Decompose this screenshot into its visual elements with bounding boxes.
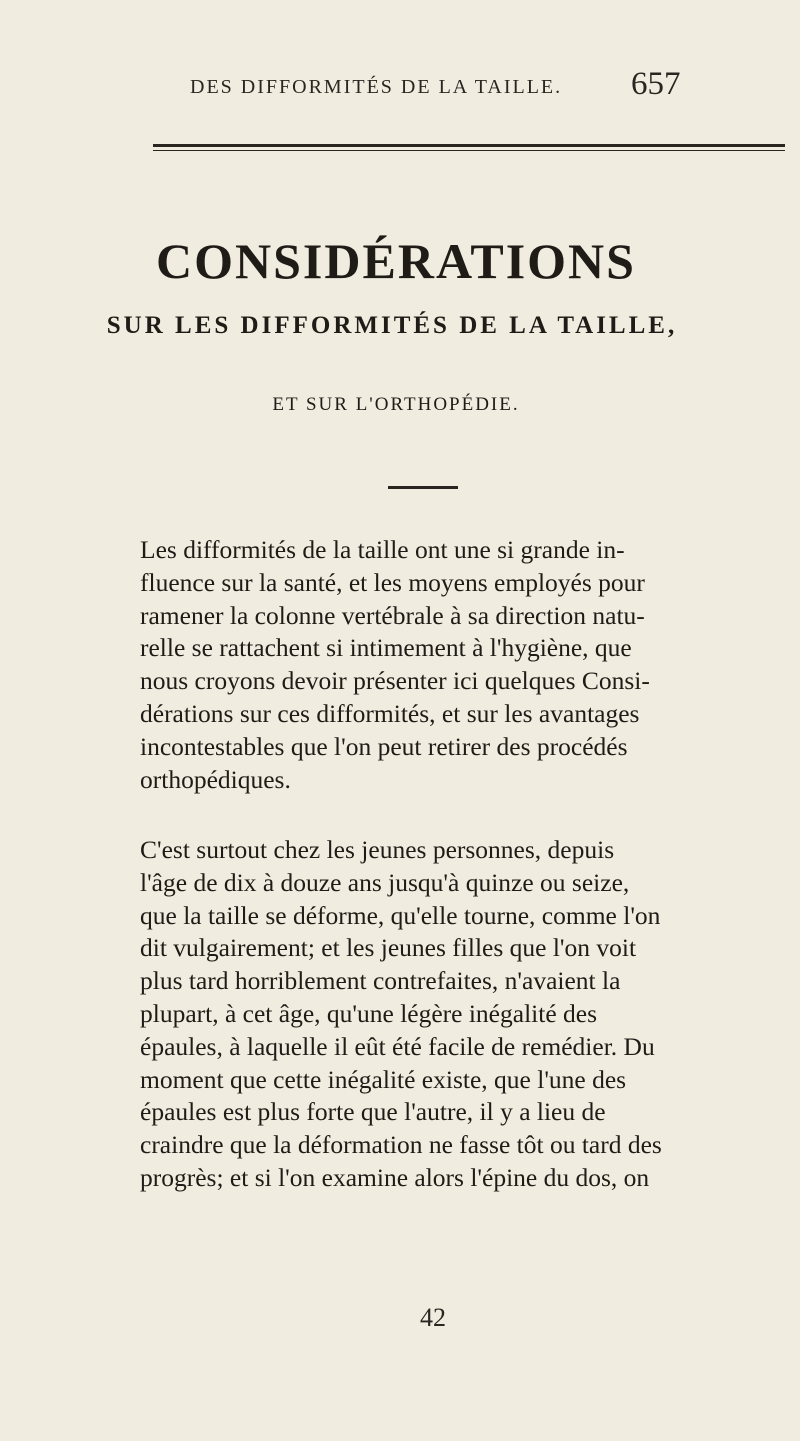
header-rule-thin xyxy=(153,150,785,151)
title-separator-rule xyxy=(388,486,458,489)
text-line: Les difformités de la taille ont une si grande in- xyxy=(140,535,625,564)
paragraph-1 xyxy=(140,534,800,796)
chapter-title: CONSIDÉRATIONS xyxy=(156,233,636,289)
text-line: plus tard horriblement contrefaites, n'avaient la xyxy=(140,966,621,996)
text-line: plupart, à cet âge, qu'une légère inégalité des xyxy=(140,998,598,1028)
chapter-subtitle: SUR LES DIFFORMITÉS DE LA TAILLE, xyxy=(106,312,678,339)
text-line: relle se rattachent si intimement à l'hygiène, que xyxy=(140,633,632,663)
text-line: nous croyons devoir présenter ici quelques Consi- xyxy=(140,666,650,696)
header-rule xyxy=(153,144,785,147)
chapter-subtitle-secondary: ET SUR L'ORTHOPÉDIE. xyxy=(272,394,520,415)
text-line: dit vulgairement; et les jeunes filles que l'on voit xyxy=(140,933,637,963)
text-line: épaules est plus forte que l'autre, il y a lieu de xyxy=(140,1097,606,1127)
text-line: C'est surtout chez les jeunes personnes, depuis xyxy=(140,835,615,864)
text-line: incontestables que l'on peut retirer des procédés xyxy=(140,731,628,761)
text-line: épaules, à laquelle il eût été facile de remédier. Du xyxy=(140,1031,655,1061)
text-line: fluence sur la santé, et les moyens employés pour xyxy=(140,567,645,597)
signature-mark: 42 xyxy=(420,1303,446,1332)
text-line: moment que cette inégalité existe, que l'une des xyxy=(140,1064,627,1094)
text-line: que la taille se déforme, qu'elle tourne, comme l'on xyxy=(140,900,661,930)
text-line: dérations sur ces difformités, et sur les avantages xyxy=(140,698,640,728)
running-header: DES DIFFORMITÉS DE LA TAILLE. xyxy=(190,76,563,98)
paragraph-2 xyxy=(140,834,800,1195)
text-line: l'âge de dix à douze ans jusqu'à quinze ou seize, xyxy=(140,867,630,897)
text-line: craindre que la déformation ne fasse tôt ou tard des xyxy=(140,1130,662,1160)
text-line: orthopédiques. xyxy=(140,764,291,794)
text-line: progrès; et si l'on examine alors l'épine du dos, on xyxy=(140,1162,650,1192)
page-number: 657 xyxy=(631,66,681,102)
text-line: ramener la colonne vertébrale à sa direction natu- xyxy=(140,600,645,630)
